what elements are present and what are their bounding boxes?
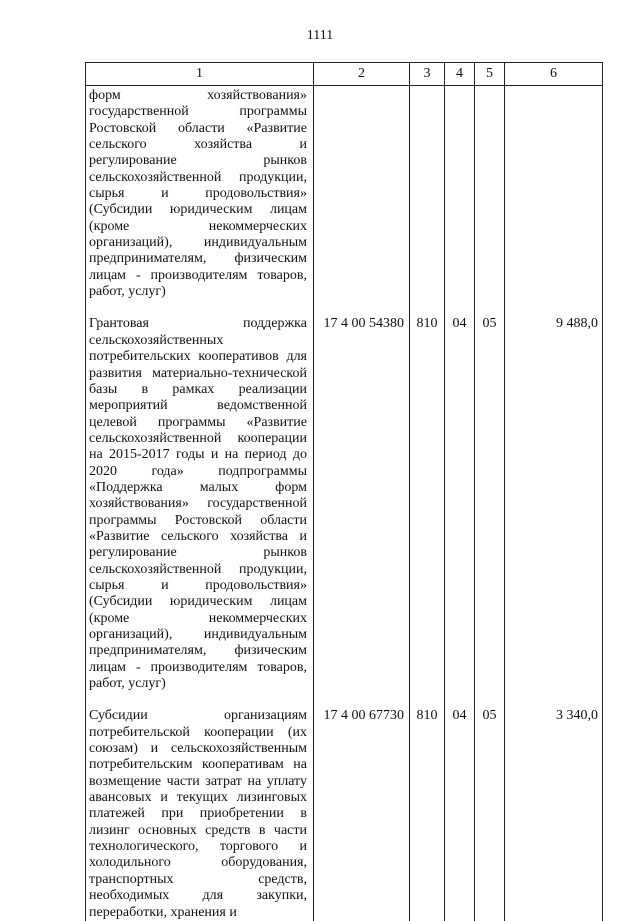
page-number: 1111 [306,28,334,43]
row-amount: 9 488,0 [505,300,603,692]
row-subsection [475,86,505,301]
row-expense-type: 810 [410,300,445,692]
row-section [445,86,475,301]
row-target-code: 17 4 00 54380 [314,300,410,692]
table-body [86,86,603,921]
row-target-code: 17 4 00 67730 [314,692,410,920]
row-target-code [314,86,410,301]
table-row [86,300,603,692]
row-section: 04 [445,300,475,692]
column-header-subsection: 5 [475,63,505,86]
row-amount: 3 340,0 [505,692,603,920]
column-header-section: 4 [445,63,475,86]
row-subsection: 05 [475,300,505,692]
row-subsection: 05 [475,692,505,920]
column-header-amount: 6 [505,63,603,86]
column-header-target-code: 2 [314,63,410,86]
table-header [86,63,603,86]
table-row [86,86,603,301]
row-amount [505,86,603,301]
column-header-expense-type: 3 [410,63,445,86]
row-description: Субсидии организациям потребительской кооперации (их союзам) и сельскохозяйственным потребительским кооперативам на возмещение части затрат на уплату авансовых и текущих лизинговых платежей при приобретении в лизинг основных средств в части технологического, торгового и холодильного оборудования, транспортных средств, необходимых для закупки, переработки, хранения и [86,692,314,920]
row-section: 04 [445,692,475,920]
budget-table [85,62,603,921]
row-expense-type: 810 [410,692,445,920]
header-row [86,63,603,86]
column-header-name: 1 [86,63,314,86]
row-description: форм хозяйствования» государственной программы Ростовской области «Развитие сельского хозяйства и регулирование рынков сельскохозяйственной продукции, сырья и продовольствия» (Субсидии юридическим лицам (кроме некоммерческих организаций), индивидуальным предпринимателям, физическим лицам - производителям товаров, работ, услуг) [86,86,314,301]
row-expense-type [410,86,445,301]
table-row [86,692,603,920]
row-description: Грантовая поддержка сельскохозяйственных потребительских кооперативов для развития материально-технической базы в рамках реализации мероприятий ведомственной целевой программы «Развитие сельскохозяйственной кооперации на 2015-2017 годы и на период до 2020 года» подпрограммы «Поддержка малых форм хозяйствования» государственной программы Ростовской области «Развитие сельского хозяйства и регулирование рынков сельскохозяйственной продукции, сырья и продовольствия» (Субсидии юридическим лицам (кроме некоммерческих организаций), индивидуальным предпринимателям, физическим лицам - производителям товаров, работ, услуг) [86,300,314,692]
